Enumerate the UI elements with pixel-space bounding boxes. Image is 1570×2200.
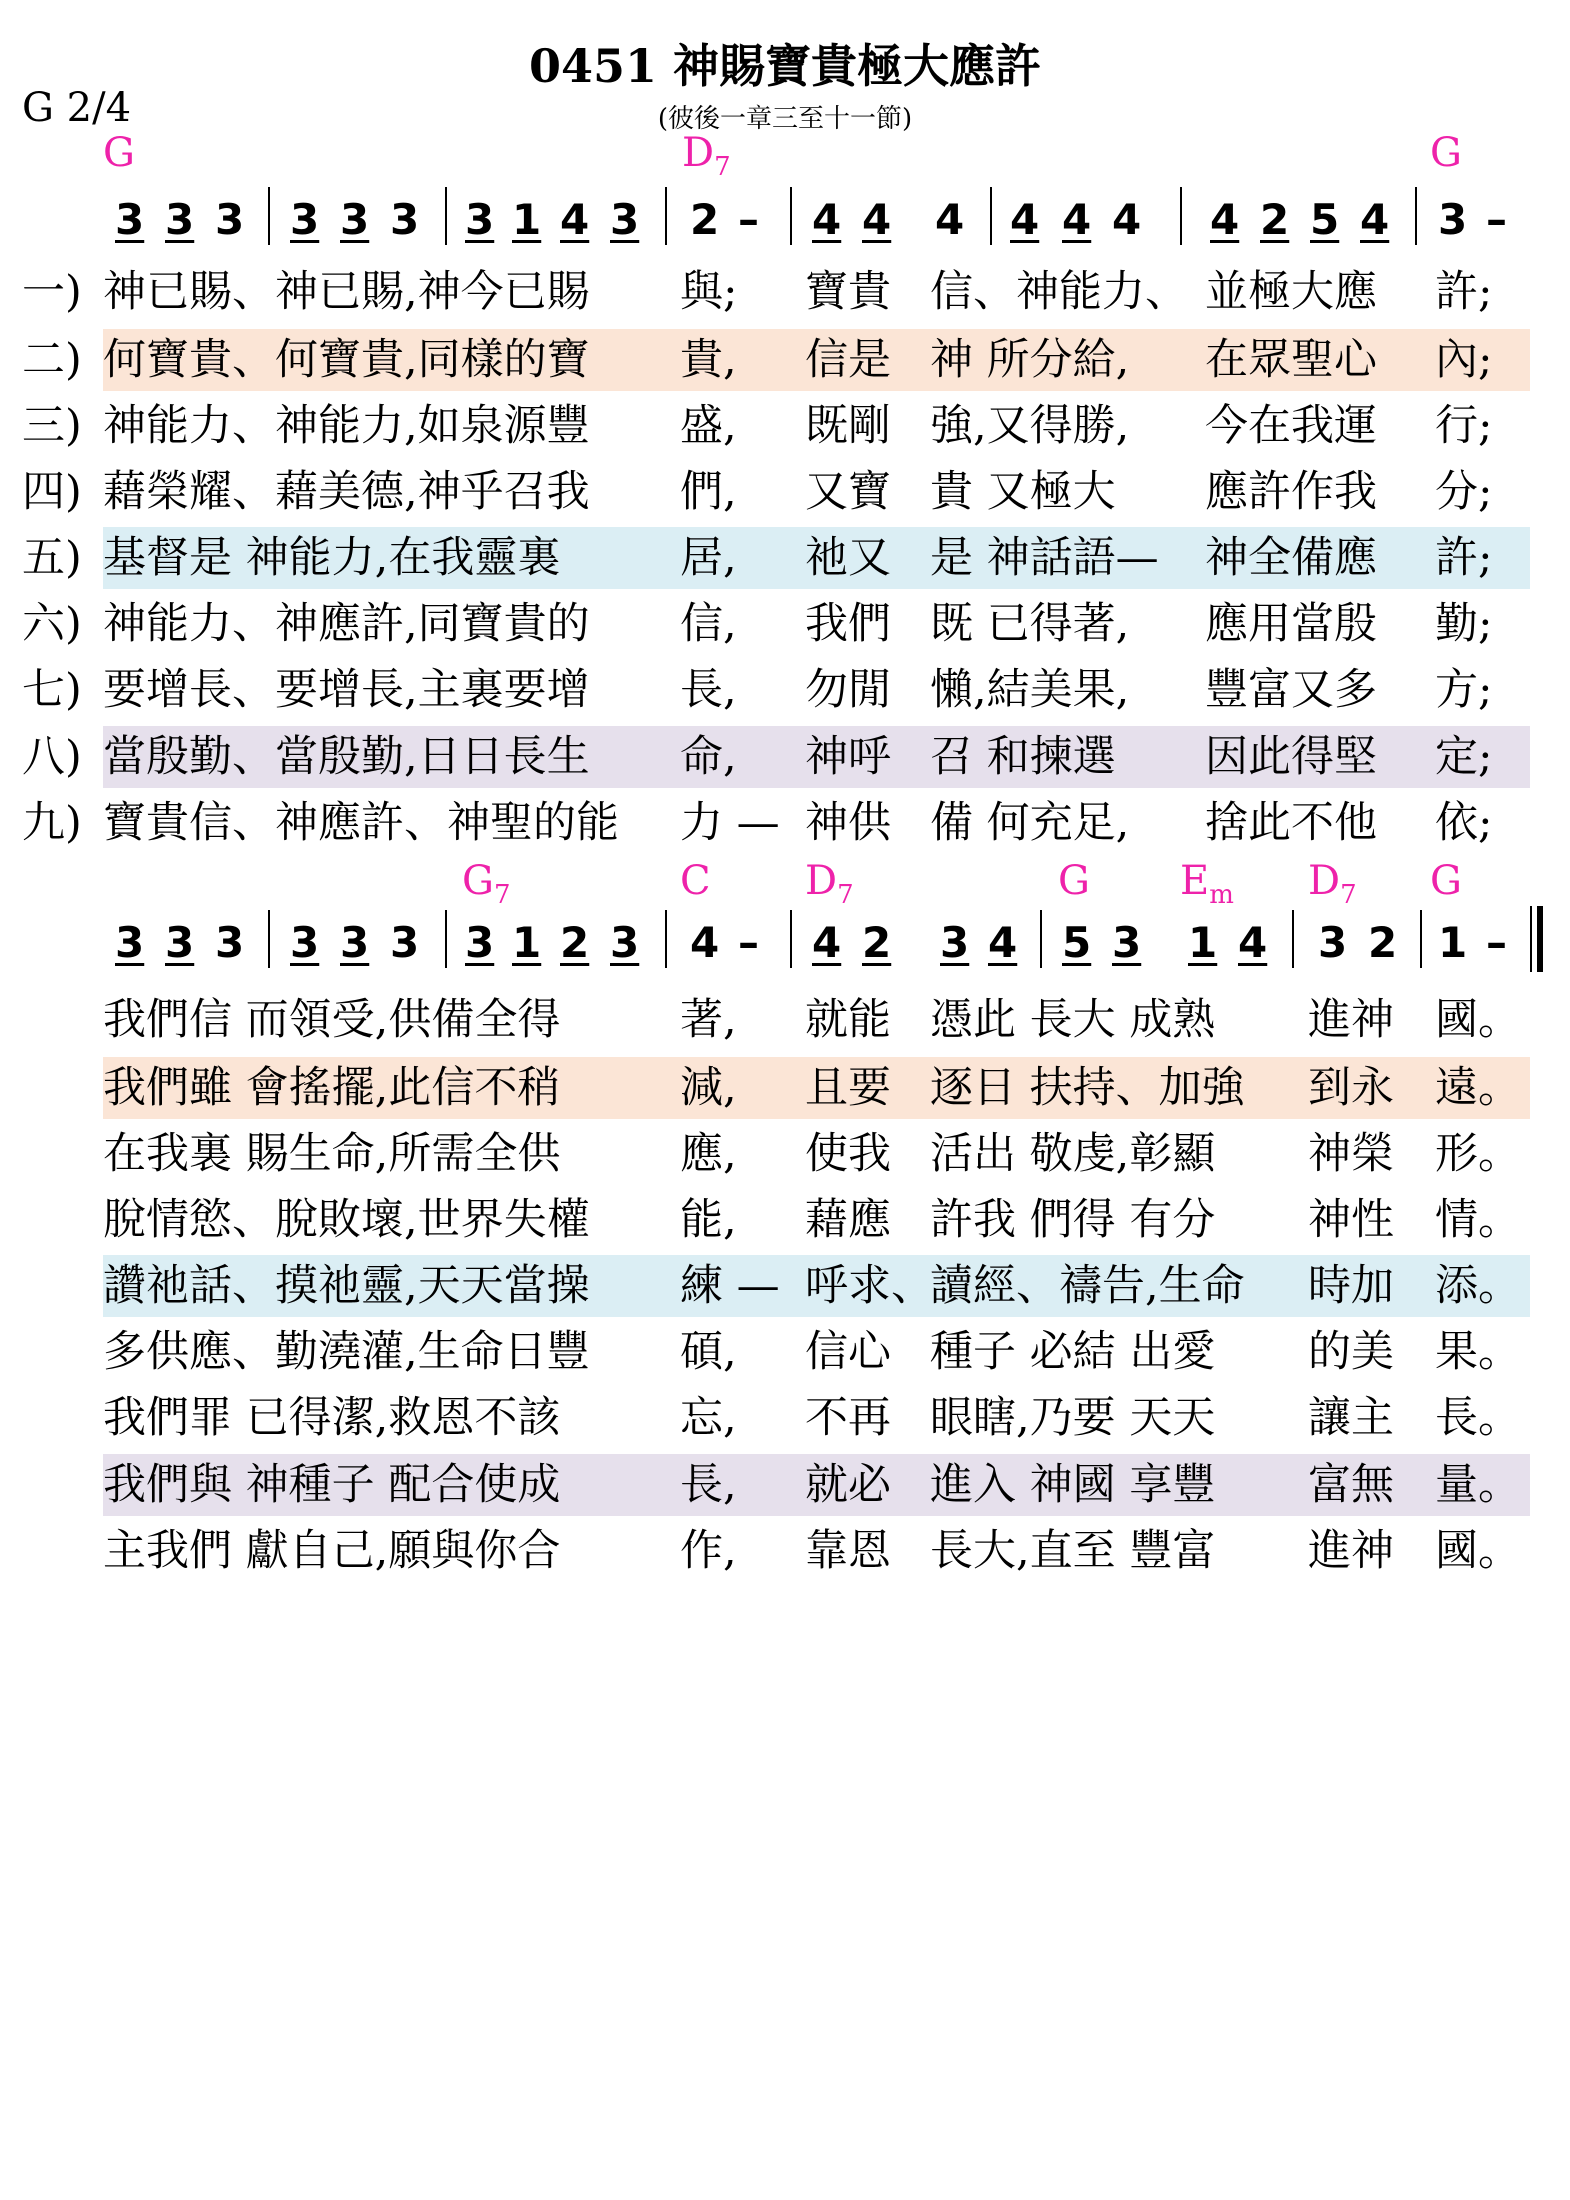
lyric-segment: 又寶 [805,467,891,517]
lyric-segment: 何寶貴、何寶貴,同樣的寶 [103,335,590,385]
lyric-segment: 神已賜、神已賜,神今已賜 [103,267,590,317]
lyric-segment: 長。 [1435,1393,1521,1443]
note: 3 [340,918,370,967]
chord-symbol: $D_7$ [1308,858,1357,910]
chord-symbol: C [680,858,711,904]
note: 1 [512,918,542,967]
note: 4 [988,918,1018,967]
lyric-segment: 我們信 而領受,供備全得 [103,995,561,1045]
bar-line [1180,187,1182,245]
lyric-segment: 減, [680,1063,737,1113]
bar-line [1292,910,1294,968]
lyric-segment: 應, [680,1129,737,1179]
lyric-segment: 且要 [805,1063,891,1113]
chord-symbol: $D_7$ [805,858,854,910]
note: 3 [165,195,195,244]
verse-number: 三) [22,401,82,451]
note: 4 [935,195,965,244]
lyric-segment: 神能力、神應許,同寶貴的 [103,599,590,649]
note: 3 [115,195,145,244]
note: 4 [812,918,842,967]
lyric-segment: 召 和揀選 [930,732,1116,782]
lyric-segment: 多供應、勤澆灌,生命日豐 [103,1327,590,1377]
lyric-segment: 定; [1435,732,1493,782]
lyric-segment: 祂又 [805,533,891,583]
bar-line [790,187,792,245]
bar-line [790,910,792,968]
key-time-signature: G 2/4 [22,85,132,131]
note: 4 [1210,195,1240,244]
lyric-segment: 與; [680,267,738,317]
lyric-segment: 備 何充足, [930,798,1130,848]
lyric-segment: 逐日 扶持、加強 [930,1063,1245,1113]
note: 5 [1062,918,1092,967]
lyric-segment: 藉應 [805,1195,891,1245]
lyric-segment: 著, [680,995,737,1045]
note: 2 [560,918,590,967]
lyric-segment: 信, [680,599,737,649]
chord-symbol: $E_m$ [1180,858,1234,910]
chord-symbol: G [1430,130,1462,176]
lyric-segment: 到永 [1308,1063,1394,1113]
bar-line [268,187,270,245]
verse-number: 二) [22,335,82,385]
scripture-reference: (彼後一章三至十一節) [657,104,913,134]
lyric-segment: 許我 們得 有分 [930,1195,1216,1245]
note: – [738,918,759,967]
lyric-segment: 信是 [805,335,891,385]
lyric-segment: 許; [1435,267,1493,317]
lyric-segment: 行; [1435,401,1493,451]
note: 4 [1112,195,1142,244]
bar-line [990,187,992,245]
lyric-segment: 就必 [805,1460,891,1510]
note: 3 [465,918,495,967]
lyric-segment: 靠恩 [805,1526,891,1576]
verse-number: 七) [22,665,82,715]
note: 1 [1438,918,1468,967]
lyric-segment: 進神 [1308,1526,1394,1576]
lyric-segment: 在眾聖心 [1205,335,1377,385]
note: 3 [290,918,320,967]
lyric-segment: 是 神話語— [930,533,1159,583]
lyric-segment: 我們雖 會搖擺,此信不稍 [103,1063,561,1113]
lyric-segment: 神全備應 [1205,533,1377,583]
lyric-segment: 我們 [805,599,891,649]
lyric-segment: 要增長、要增長,主裏要增 [103,665,590,715]
chord-symbol: $G_7$ [462,858,511,910]
note: 1 [512,195,542,244]
note: 4 [1360,195,1390,244]
final-bar-line-thick [1537,906,1543,972]
chord-symbol: G [1058,858,1090,904]
lyric-segment: 練 — [680,1261,780,1311]
lyric-segment: 富無 [1308,1460,1394,1510]
note: 3 [1112,918,1142,967]
lyric-segment: 呼求、 [805,1261,934,1311]
lyric-segment: 忘, [680,1393,737,1443]
lyric-segment: 能, [680,1195,737,1245]
lyric-segment: 時加 [1308,1261,1394,1311]
lyric-segment: 種子 必結 出愛 [930,1327,1216,1377]
note: 2 [1368,918,1398,967]
lyric-segment: 因此得堅 [1205,732,1377,782]
lyric-segment: 進神 [1308,995,1394,1045]
note: 4 [812,195,842,244]
lyric-segment: 內; [1435,335,1493,385]
note: 3 [940,918,970,967]
chord-symbol: G [1430,858,1462,904]
note: 3 [215,195,245,244]
bar-line [1040,910,1042,968]
lyric-segment: 藉榮耀、藉美德,神乎召我 [103,467,590,517]
note: 4 [1062,195,1092,244]
lyric-segment: 豐富又多 [1205,665,1377,715]
lyric-segment: 方; [1435,665,1493,715]
lyric-segment: 應許作我 [1205,467,1377,517]
lyric-segment: 量。 [1435,1460,1521,1510]
lyric-segment: 力 — [680,798,780,848]
lyric-segment: 勿閒 [805,665,891,715]
lyric-segment: 貴 又極大 [930,467,1116,517]
note: 3 [340,195,370,244]
lyric-segment: 長, [680,665,737,715]
note: 4 [1010,195,1040,244]
verse-number: 九) [22,798,82,848]
verse-number: 五) [22,533,82,583]
lyric-segment: 們, [680,467,737,517]
final-bar-line [1530,906,1532,972]
lyric-segment: 我們與 神種子 配合使成 [103,1460,561,1510]
lyric-segment: 添。 [1435,1261,1521,1311]
note: 1 [1188,918,1218,967]
note: 4 [690,918,720,967]
note: 3 [1318,918,1348,967]
lyric-segment: 懶,結美果, [930,665,1130,715]
bar-line [268,910,270,968]
lyric-segment: 使我 [805,1129,891,1179]
lyric-segment: 眼瞎,乃要 天天 [930,1393,1216,1443]
bar-line [1420,910,1422,968]
lyric-segment: 神榮 [1308,1129,1394,1179]
lyric-segment: 國。 [1435,995,1521,1045]
lyric-segment: 既剛 [805,401,891,451]
lyric-segment: 盛, [680,401,737,451]
lyric-segment: 遠。 [1435,1063,1521,1113]
lyric-segment: 許; [1435,533,1493,583]
lyric-segment: 作, [680,1526,737,1576]
bar-line [665,910,667,968]
note: 3 [215,918,245,967]
chord-symbol: $D_7$ [682,130,731,182]
lyric-segment: 脫情慾、脫敗壞,世界失權 [103,1195,590,1245]
verse-number: 六) [22,599,82,649]
bar-line [445,910,447,968]
lyric-segment: 主我們 獻自己,願與你合 [103,1526,561,1576]
verse-number: 四) [22,467,82,517]
note: 3 [465,195,495,244]
lyric-segment: 我們罪 已得潔,救恩不該 [103,1393,561,1443]
lyric-segment: 貴, [680,335,737,385]
lyric-segment: 當殷勤、當殷勤,日日長生 [103,732,590,782]
lyric-segment: 信、神能力、 [930,267,1188,317]
lyric-segment: 長, [680,1460,737,1510]
note: 3 [390,918,420,967]
lyric-segment: 進入 神國 享豐 [930,1460,1216,1510]
note: 3 [390,195,420,244]
lyric-segment: 基督是 神能力,在我靈裏 [103,533,561,583]
bar-line [1415,187,1417,245]
note: – [738,195,759,244]
note: – [1486,195,1507,244]
lyric-segment: 寶貴 [805,267,891,317]
lyric-segment: 憑此 長大 成熟 [930,995,1216,1045]
lyric-segment: 活出 敬虔,彰顯 [930,1129,1216,1179]
lyric-segment: 果。 [1435,1327,1521,1377]
note: 3 [610,195,640,244]
lyric-segment: 不再 [805,1393,891,1443]
lyric-segment: 命, [680,732,737,782]
lyric-segment: 分; [1435,467,1493,517]
note: 3 [165,918,195,967]
note: 2 [862,918,892,967]
lyric-segment: 既 已得著, [930,599,1130,649]
lyric-segment: 信心 [805,1327,891,1377]
lyric-segment: 讓主 [1308,1393,1394,1443]
lyric-segment: 依; [1435,798,1493,848]
lyric-segment: 在我裏 賜生命,所需全供 [103,1129,561,1179]
lyric-segment: 情。 [1435,1195,1521,1245]
note: 4 [862,195,892,244]
note: 2 [1260,195,1290,244]
hymn-title: 0451 神賜寶貴極大應許 [528,39,1042,93]
note: 5 [1310,195,1340,244]
note: 3 [115,918,145,967]
bar-line [445,187,447,245]
lyric-segment: 讀經、禱告,生命 [930,1261,1245,1311]
lyric-segment: 長大,直至 豐富 [930,1526,1216,1576]
note: 3 [290,195,320,244]
lyric-segment: 的美 [1308,1327,1394,1377]
lyric-segment: 並極大應 [1205,267,1377,317]
lyric-segment: 讚祂話、摸祂靈,天天當操 [103,1261,590,1311]
verse-number: 八) [22,732,82,782]
chord-symbol: G [103,130,135,176]
lyric-segment: 神性 [1308,1195,1394,1245]
lyric-segment: 今在我運 [1205,401,1377,451]
note: 3 [1438,195,1468,244]
note: 2 [690,195,720,244]
lyric-segment: 國。 [1435,1526,1521,1576]
lyric-segment: 就能 [805,995,891,1045]
lyric-segment: 神呼 [805,732,891,782]
lyric-segment: 神 所分給, [930,335,1130,385]
lyric-segment: 碩, [680,1327,737,1377]
lyric-segment: 神供 [805,798,891,848]
verse-number: 一) [22,267,82,317]
bar-line [665,187,667,245]
note: 4 [560,195,590,244]
lyric-segment: 捨此不他 [1205,798,1377,848]
note: – [1486,918,1507,967]
lyric-segment: 勤; [1435,599,1493,649]
note: 4 [1238,918,1268,967]
lyric-segment: 寶貴信、神應許、神聖的能 [103,798,619,848]
lyric-segment: 神能力、神能力,如泉源豐 [103,401,590,451]
lyric-segment: 居, [680,533,737,583]
note: 3 [610,918,640,967]
lyric-segment: 應用當殷 [1205,599,1377,649]
lyric-segment: 形。 [1435,1129,1521,1179]
lyric-segment: 強,又得勝, [930,401,1130,451]
